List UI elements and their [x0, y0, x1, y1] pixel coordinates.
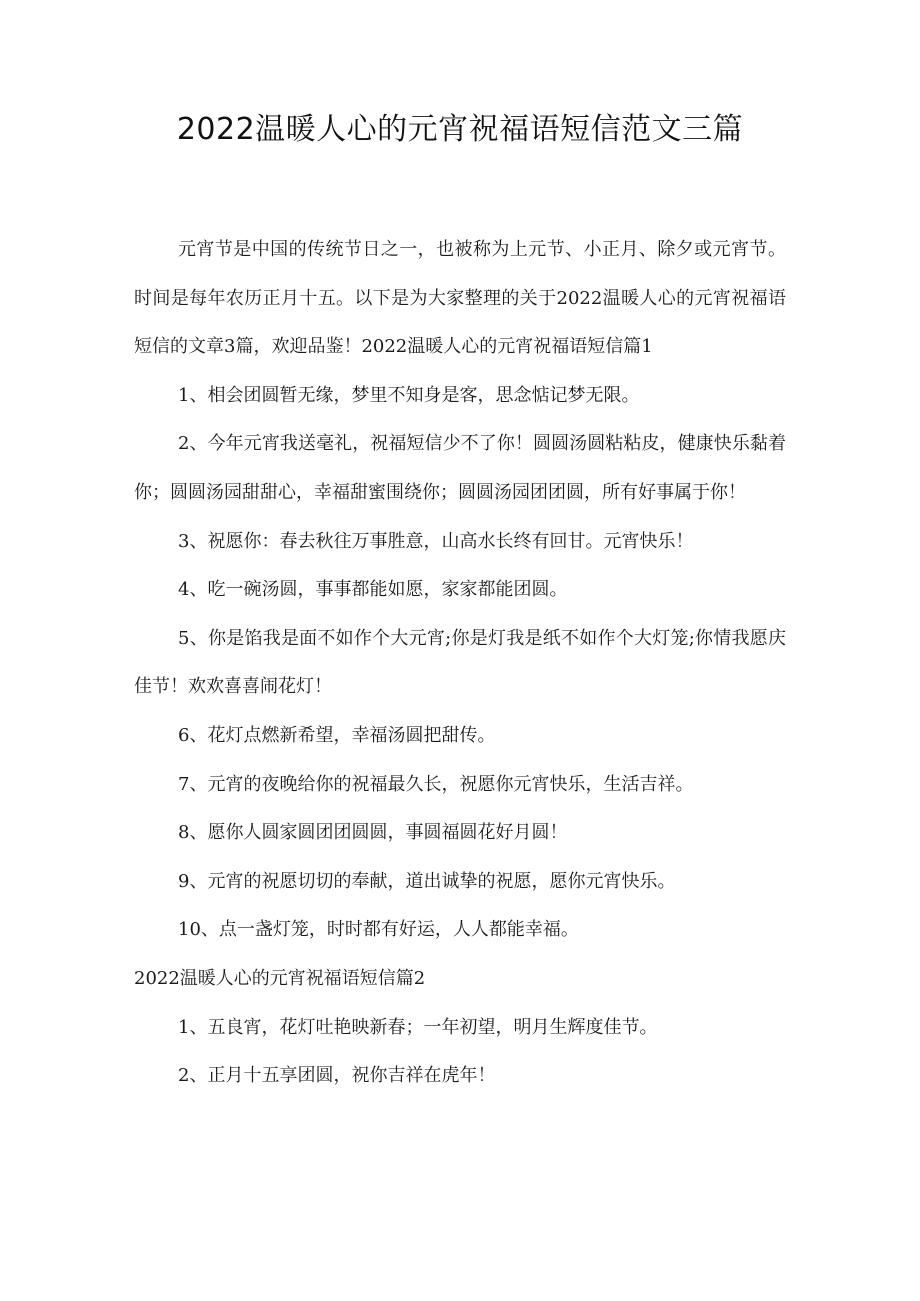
intro-paragraph: 元宵节是中国的传统节日之一，也被称为上元节、小正月、除夕或元宵节。时间是每年农历正月十五。以下是为大家整理的关于2022温暖人心的元宵祝福语短信的文章3篇，欢迎品鉴！2022温暖人心的元宵祝福语短信篇1 [134, 239, 786, 358]
list-item: 5、你是馅我是面不如作个大元宵;你是灯我是纸不如作个大灯笼;你情我愿庆佳节！欢欢喜喜闹花灯！ [134, 627, 786, 698]
list-item: 9、元宵的祝愿切切的奉献，道出诚挚的祝愿，愿你元宵快乐。 [178, 870, 676, 892]
section-heading: 2022温暖人心的元宵祝福语短信篇2 [134, 967, 426, 989]
list-item: 3、祝愿你：春去秋往万事胜意，山高水长终有回甘。元宵快乐！ [178, 530, 694, 552]
list-item: 4、吃一碗汤圆，事事都能如愿，家家都能团圆。 [178, 579, 568, 601]
list-item: 7、元宵的夜晚给你的祝福最久长，祝愿你元宵快乐，生活吉祥。 [178, 773, 694, 795]
list-item: 2、正月十五享团圆，祝你吉祥在虎年！ [178, 1065, 496, 1087]
list-item: 6、花灯点燃新希望，幸福汤圆把甜传。 [178, 724, 496, 746]
document-title: 2022温暖人心的元宵祝福语短信范文三篇 [176, 112, 744, 147]
list-item: 2、今年元宵我送毫礼，祝福短信少不了你！圆圆汤圆粘粘皮，健康快乐黏着你；圆圆汤园甜甜心，幸福甜蜜围绕你；圆圆汤园团团圆，所有好事属于你！ [134, 433, 786, 503]
list-item: 1、五良宵，花灯吐艳映新春；一年初望，明月生辉度佳节。 [178, 1016, 658, 1038]
list-item: 1、相会团圆暂无缘，梦里不知身是客，思念惦记梦无限。 [178, 384, 640, 406]
document-body [134, 226, 786, 1101]
list-item: 8、愿你人圆家圆团团圆圆，事圆福圆花好月圆！ [178, 822, 568, 844]
list-item: 10、点一盏灯笼，时时都有好运，人人都能幸福。 [178, 919, 579, 941]
